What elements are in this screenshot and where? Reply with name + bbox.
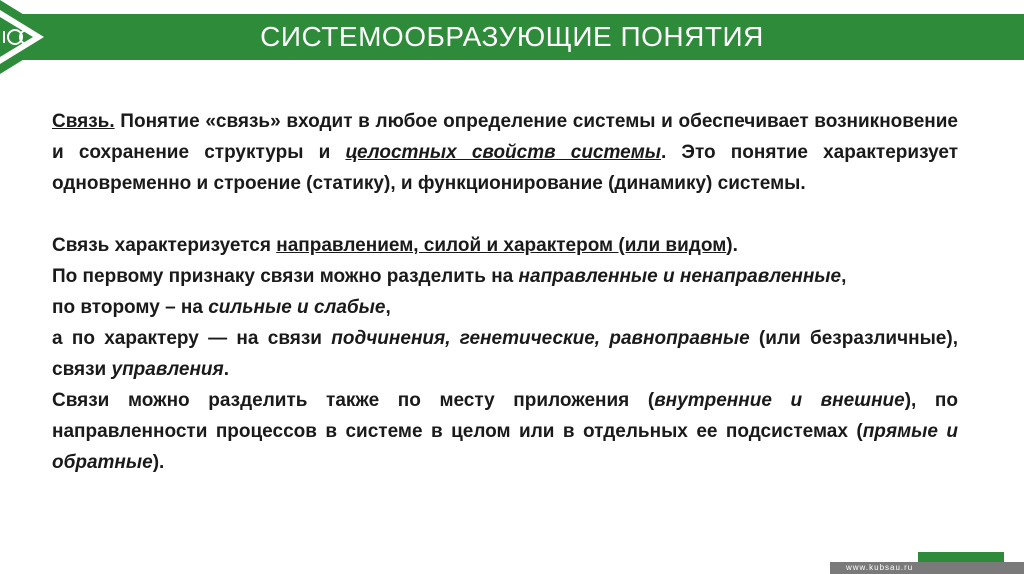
text-span: По первому признаку связи можно разделить на	[52, 266, 519, 287]
slide-body	[52, 106, 958, 478]
text-span: . Это понятие характеризует одновременно и строение (статику), и функционирование (динамику) системы.	[52, 142, 959, 194]
paragraph-characteristics	[52, 230, 958, 261]
slide-title: СИСТЕМООБРАЗУЮЩИЕ ПОНЯТИЯ	[260, 21, 764, 52]
text-span: ,	[385, 297, 391, 318]
term-link: Связь.	[52, 111, 115, 132]
emphasis-text: направлением, силой и характером (или видом	[276, 235, 727, 256]
text-span: ,	[841, 266, 847, 287]
emphasis-text: подчинения, генетические, равноправные	[331, 328, 750, 349]
paragraph-second-criterion	[52, 292, 958, 323]
emphasis-text: внутренние и внешние	[654, 390, 905, 411]
paragraph-definition	[52, 106, 958, 199]
paragraph-location	[52, 385, 958, 478]
footer-url: www.kubsau.ru	[846, 563, 914, 572]
text-span: Понятие «связь» входит в любое определение системы и обеспечивает возникновение и сохранение структуры и	[52, 111, 958, 163]
paragraph-first-criterion	[52, 261, 958, 292]
logo	[0, 0, 64, 74]
text-span: Связи можно разделить также по месту приложения (	[52, 390, 655, 411]
emphasis-text: управления	[111, 359, 224, 380]
paragraph-character	[52, 323, 958, 385]
emphasis-text: целостных свойств системы	[345, 142, 661, 163]
text-span: по второму – на	[52, 297, 209, 318]
text-span: а по характеру — на связи	[52, 328, 332, 349]
text-span: (или безразличные), связи	[52, 328, 958, 380]
text-span: ).	[726, 235, 738, 256]
text-span: ), по направленности процессов в системе в целом или в отдельных ее подсистемах (	[52, 390, 959, 442]
text-span: Связь характеризуется	[52, 235, 277, 256]
text-span: .	[223, 359, 230, 380]
logo-100-icon	[0, 0, 64, 74]
emphasis-text: прямые и обратные	[52, 421, 959, 473]
emphasis-text: направленные и ненаправленные	[518, 266, 842, 287]
emphasis-text: сильные и слабые	[208, 297, 386, 318]
text-span: ).	[152, 452, 165, 473]
